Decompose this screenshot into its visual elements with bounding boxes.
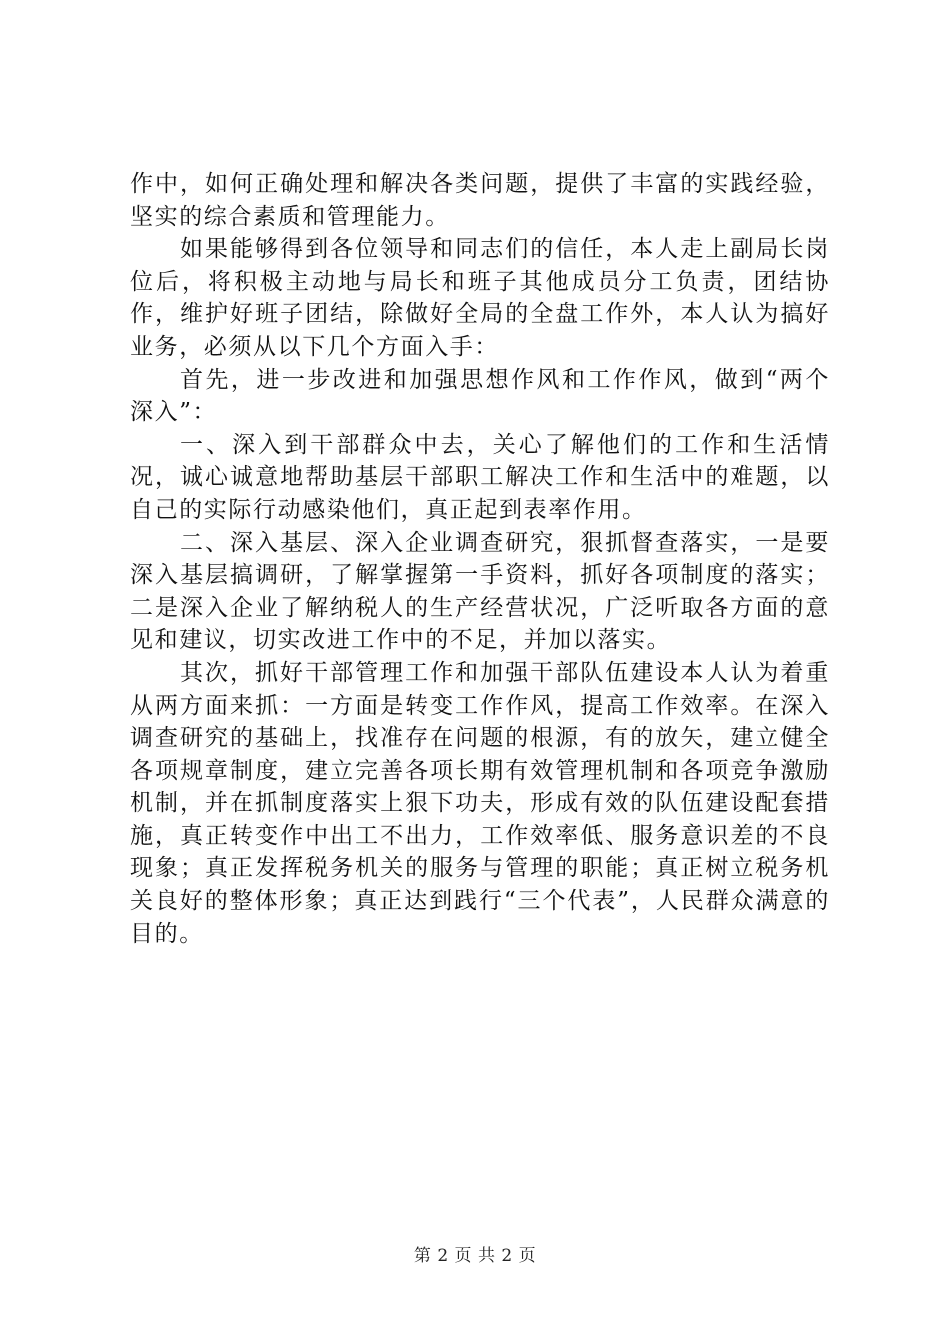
paragraph-first-point: 首先，进一步改进和加强思想作风和工作作风，做到“两个深入”： [130,366,830,426]
page-footer: 第 2 页 共 2 页 [413,1246,537,1266]
document-body [130,168,830,950]
paragraph-item-two: 二、深入基层、深入企业调查研究，狠抓督查落实，一是要深入基层搞调研，了解掌握第一手资料，抓好各项制度的落实；二是深入企业了解纳税人的生产经营状况，广泛听取各方面的意见和建议，切实改进工作中的不足，并加以落实。 [130,529,830,654]
paragraph-commitment: 如果能够得到各位领导和同志们的信任，本人走上副局长岗位后，将积极主动地与局长和班子其他成员分工负责，团结协作，维护好班子团结，除做好全局的全盘工作外，本人认为搞好业务，必须从以下几个方面入手： [130,236,830,360]
paragraph-continuation: 作中，如何正确处理和解决各类问题，提供了丰富的实践经验，坚实的综合素质和管理能力。 [130,171,830,230]
paragraph-item-one: 一、深入到干部群众中去，关心了解他们的工作和生活情况，诚心诚意地帮助基层干部职工解决工作和生活中的难题，以自己的实际行动感染他们，真正起到表率作用。 [130,431,830,523]
paragraph-second-point: 其次，抓好干部管理工作和加强干部队伍建设本人认为着重从两方面来抓：一方面是转变工作作风，提高工作效率。在深入调查研究的基础上，找准存在问题的根源，有的放矢，建立健全各项规章制度，建立完善各项长期有效管理机制和各项竞争激励机制，并在抓制度落实上狠下功夫，形成有效的队伍建设配套措施，真正转变作中出工不出力，工作效率低、服务意识差的不良现象；真正发挥税务机关的服务与管理的职能；真正树立税务机关良好的整体形象；真正达到践行“三个代表”，人民群众满意的目的。 [130,659,830,947]
